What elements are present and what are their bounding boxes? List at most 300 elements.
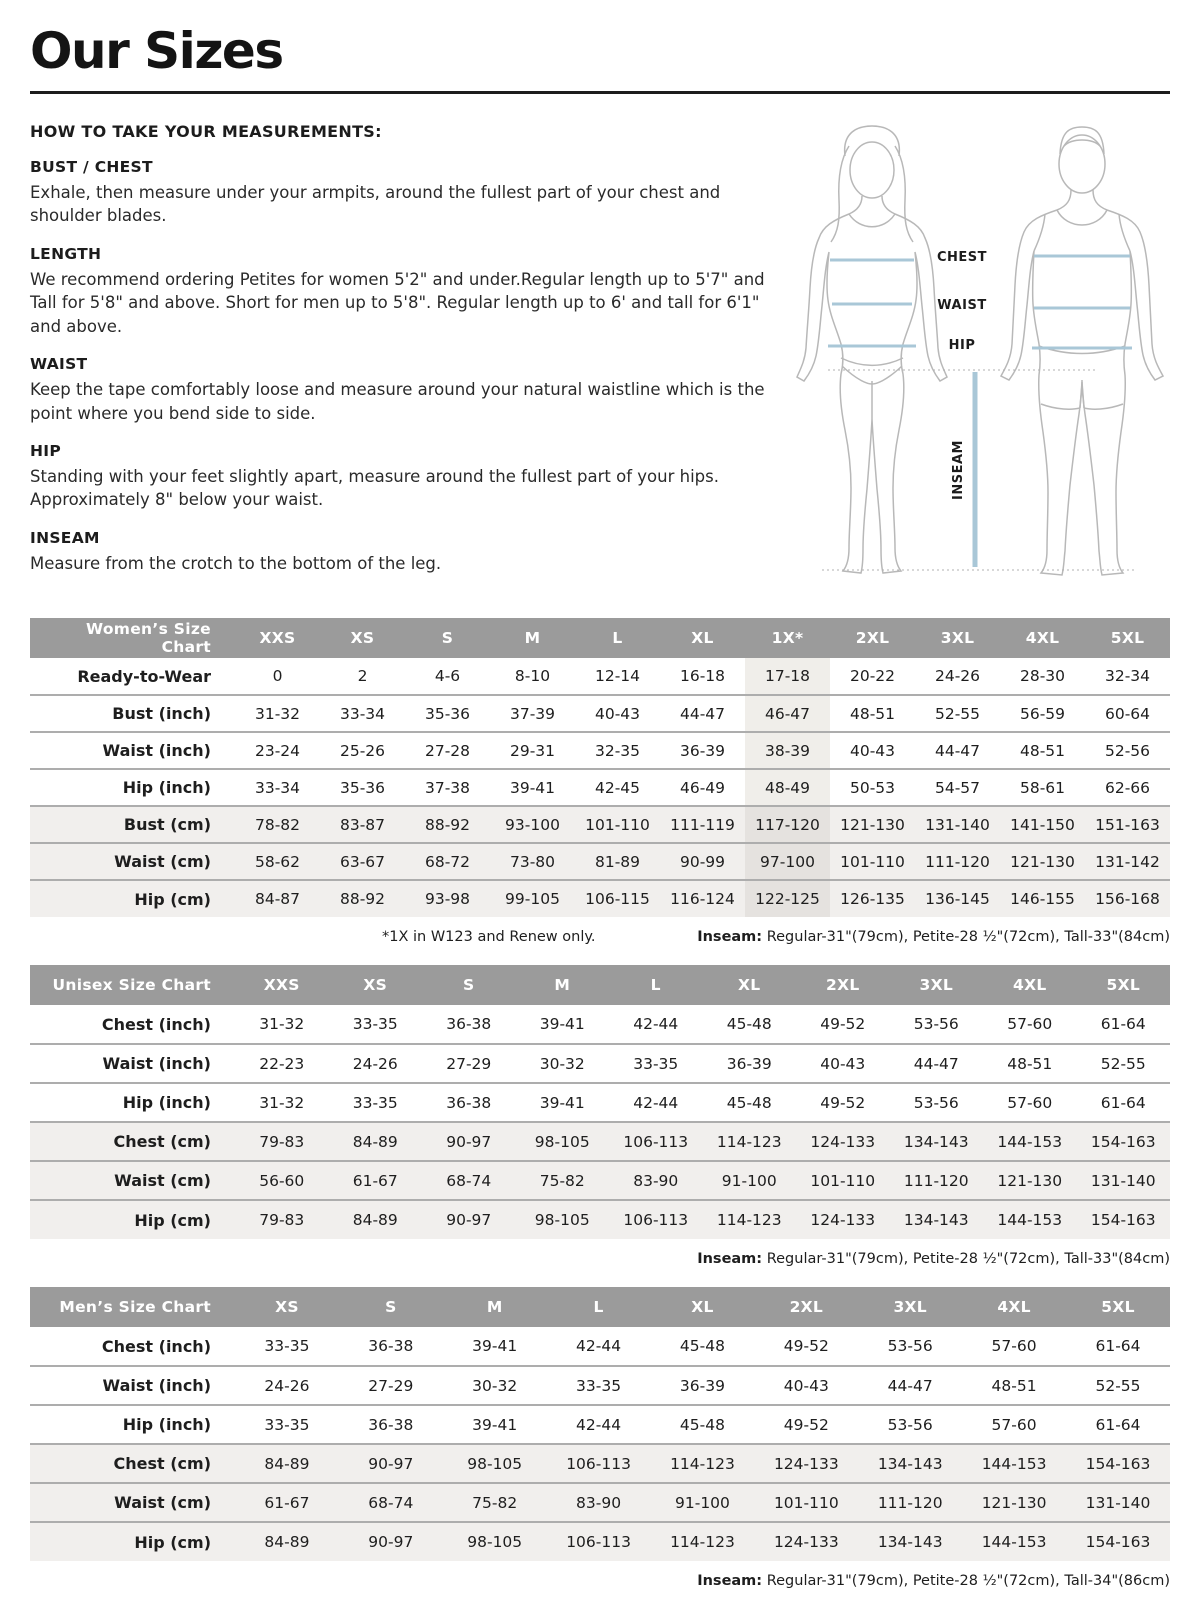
size-cell: 62-66 [1085,769,1170,806]
table-row [30,1444,1170,1483]
size-cell: 36-38 [446,1015,492,1033]
size-cell: 106-113 [609,1122,703,1161]
size-cell: 78-82 [235,806,320,843]
size-cell: 58-62 [235,843,320,880]
row-label: Hip (cm) [30,1200,235,1239]
section-inseam [30,529,782,575]
size-cell: 90-99 [660,843,745,880]
inseam-footnote-label: Inseam: [697,929,763,945]
row-label: Waist (cm) [30,843,235,880]
size-cell: 90-97 [339,1522,443,1561]
size-cell: 49-52 [783,1337,829,1355]
size-cell: 154-163 [1077,1200,1171,1239]
size-cell: 154-163 [1066,1522,1170,1561]
size-cell: 60-64 [1085,695,1170,732]
column-header: S [422,965,516,1005]
table-row [30,806,1170,843]
table-row [30,1200,1170,1239]
size-cell: 12-14 [594,667,641,685]
size-cell: 106-115 [575,880,660,917]
table-row [30,1083,1170,1122]
column-header: XS [235,1287,339,1327]
column-header: M [490,618,575,658]
size-cell: 154-163 [1077,1122,1171,1161]
size-cell: 0 [272,667,283,685]
size-cell: 42-44 [609,1083,703,1122]
column-header: XS [329,965,423,1005]
column-header: XL [651,1287,755,1327]
column-header: 4XL [983,965,1077,1005]
size-cell: 63-67 [320,843,405,880]
size-cell: 84-89 [235,1444,339,1483]
size-cell: 83-87 [320,806,405,843]
size-cell: 121-130 [830,806,915,843]
size-cell: 23-24 [235,732,320,769]
footnote-note: *1X in W123 and Renew only. [382,929,596,945]
size-cell: 101-110 [830,843,915,880]
size-cell: 156-168 [1085,880,1170,917]
size-cell: 27-28 [405,732,490,769]
row-label: Hip (cm) [30,1522,235,1561]
size-cell: 36-39 [660,732,745,769]
size-cell: 121-130 [1000,843,1085,880]
row-label: Waist (inch) [30,732,235,769]
row-label: Bust (cm) [30,806,235,843]
size-chart-womens [30,618,1170,945]
size-cell: 53-56 [887,1337,933,1355]
size-cell: 40-43 [575,695,660,732]
row-label: Hip (inch) [30,1405,235,1444]
column-header: 5XL [1077,965,1171,1005]
waist-label: WAIST [937,298,987,313]
column-header: XL [660,618,745,658]
size-cell: 4-6 [434,667,461,685]
table-footnote [30,1251,1170,1267]
size-cell: 40-43 [830,732,915,769]
size-cell: 31-32 [235,1083,329,1122]
section-bust-chest [30,158,782,228]
size-cell: 57-60 [983,1083,1077,1122]
column-header: S [339,1287,443,1327]
table-row [30,1122,1170,1161]
size-cell: 73-80 [490,843,575,880]
column-header: XXS [235,618,320,658]
header-row [30,965,1170,1005]
size-cell: 84-89 [329,1122,423,1161]
female-figure-outline [797,126,947,573]
size-cell: 98-105 [443,1444,547,1483]
size-cell: 101-110 [575,806,660,843]
table-row [30,1366,1170,1405]
size-cell: 126-135 [830,880,915,917]
column-header: XXS [235,965,329,1005]
size-cell: 101-110 [754,1483,858,1522]
size-cell: 48-51 [830,695,915,732]
size-cell: 75-82 [516,1161,610,1200]
size-cell: 45-48 [726,1015,772,1033]
size-cell: 44-47 [858,1366,962,1405]
column-header: 4XL [1000,618,1085,658]
inseam-footnote: Inseam: Regular-31"(79cm), Petite-28 ½"(72cm), Tall-34"(86cm) [697,1573,1170,1589]
size-cell: 36-38 [368,1337,414,1355]
size-cell: 84-89 [329,1200,423,1239]
size-cell: 111-120 [858,1483,962,1522]
size-cell: 84-89 [235,1522,339,1561]
column-header: M [516,965,610,1005]
size-cell: 40-43 [754,1366,858,1405]
size-cell: 36-39 [651,1366,755,1405]
row-label: Chest (cm) [30,1122,235,1161]
size-cell: 124-133 [754,1522,858,1561]
size-cell: 61-67 [235,1483,339,1522]
table-title: Men’s Size Chart [30,1287,235,1327]
table-row [30,1405,1170,1444]
size-cell: 33-35 [609,1044,703,1083]
size-cell: 53-56 [890,1083,984,1122]
size-cell: 101-110 [796,1161,890,1200]
size-cell: 27-29 [339,1366,443,1405]
size-cell: 27-29 [422,1044,516,1083]
size-cell: 48-51 [1000,732,1085,769]
table-footnote [30,929,1170,945]
size-cell: 58-61 [1000,769,1085,806]
body-measurement-diagram [782,118,1170,592]
size-cell: 106-113 [609,1200,703,1239]
size-cell: 24-26 [235,1366,339,1405]
size-cell: 114-123 [651,1444,755,1483]
size-cell: 54-57 [915,769,1000,806]
size-cell: 36-39 [703,1044,797,1083]
size-cell: 134-143 [858,1522,962,1561]
size-charts [30,618,1170,1589]
size-cell: 141-150 [1000,806,1085,843]
size-cell: 93-100 [490,806,575,843]
size-cell: 50-53 [830,769,915,806]
size-cell: 124-133 [796,1122,890,1161]
size-cell: 131-140 [1077,1161,1171,1200]
size-cell: 44-47 [915,732,1000,769]
size-cell: 83-90 [547,1483,651,1522]
size-cell: 61-64 [1100,1015,1146,1033]
size-cell: 33-35 [235,1405,339,1444]
measurement-instructions [30,122,782,575]
column-header: 2XL [754,1287,858,1327]
size-cell: 98-105 [516,1200,610,1239]
size-cell: 25-26 [320,732,405,769]
size-chart-unisex [30,965,1170,1267]
column-header: 3XL [890,965,984,1005]
size-cell: 31-32 [235,695,320,732]
size-cell: 39-41 [443,1405,547,1444]
size-cell: 68-72 [405,843,490,880]
size-cell: 91-100 [651,1483,755,1522]
mens-size-table [30,1287,1170,1561]
column-header: 3XL [858,1287,962,1327]
size-cell: 114-123 [651,1522,755,1561]
size-cell: 79-83 [235,1200,329,1239]
column-header: S [405,618,490,658]
size-cell: 57-60 [1007,1015,1053,1033]
inseam-label: INSEAM [951,440,966,500]
table-row [30,880,1170,917]
size-cell: 29-31 [490,732,575,769]
size-cell: 46-49 [660,769,745,806]
size-cell: 33-35 [329,1083,423,1122]
size-cell: 131-140 [1066,1483,1170,1522]
size-cell: 122-125 [745,880,830,917]
title-divider [30,91,1170,94]
page-title: Our Sizes [30,22,283,80]
section-length [30,245,782,338]
size-cell: 45-48 [679,1337,725,1355]
size-cell: 61-64 [1095,1337,1141,1355]
size-cell: 97-100 [745,843,830,880]
size-cell: 117-120 [745,806,830,843]
table-row [30,1005,1170,1044]
size-cell: 99-105 [490,880,575,917]
size-cell: 53-56 [858,1405,962,1444]
size-cell: 98-105 [516,1122,610,1161]
size-cell: 79-83 [235,1122,329,1161]
size-cell: 111-119 [660,806,745,843]
hip-label: HIP [948,338,976,353]
size-cell: 22-23 [235,1044,329,1083]
size-cell: 45-48 [703,1083,797,1122]
size-cell: 32-35 [575,732,660,769]
measurement-guide [30,122,1170,592]
table-row [30,1327,1170,1366]
size-cell: 24-26 [329,1044,423,1083]
table-row [30,1483,1170,1522]
table-row [30,1044,1170,1083]
size-cell: 111-120 [890,1161,984,1200]
size-cell: 131-142 [1085,843,1170,880]
size-cell: 90-97 [339,1444,443,1483]
table-footnote [30,1573,1170,1589]
size-cell: 144-153 [962,1522,1066,1561]
size-cell: 33-35 [547,1366,651,1405]
size-cell: 42-44 [576,1337,622,1355]
size-cell: 35-36 [320,769,405,806]
size-cell: 121-130 [962,1483,1066,1522]
size-cell: 48-51 [962,1366,1066,1405]
size-cell: 46-47 [745,695,830,732]
size-cell: 48-51 [983,1044,1077,1083]
size-cell: 111-120 [915,843,1000,880]
size-cell: 32-34 [1104,667,1151,685]
size-cell: 53-56 [913,1015,959,1033]
table-row [30,843,1170,880]
column-header: M [443,1287,547,1327]
size-cell: 90-97 [422,1200,516,1239]
column-header: 3XL [915,618,1000,658]
section-waist [30,355,782,425]
male-figure-outline [1001,127,1163,575]
size-cell: 56-60 [235,1161,329,1200]
size-cell: 75-82 [443,1483,547,1522]
size-cell: 36-38 [339,1405,443,1444]
size-cell: 39-41 [516,1083,610,1122]
size-cell: 106-113 [547,1444,651,1483]
inseam-footnote: Inseam: Regular-31"(79cm), Petite-28 ½"(72cm), Tall-33"(84cm) [697,1251,1170,1267]
inseam-footnote: Inseam: Regular-31"(79cm), Petite-28 ½"(72cm), Tall-33"(84cm) [697,929,1170,945]
size-cell: 39-41 [490,769,575,806]
size-cell: 124-133 [754,1444,858,1483]
row-label: Bust (inch) [30,695,235,732]
size-cell: 20-22 [849,667,896,685]
chest-label: CHEST [936,250,988,265]
size-cell: 49-52 [796,1083,890,1122]
size-cell: 17-18 [745,658,830,695]
size-cell: 45-48 [651,1405,755,1444]
table-row [30,695,1170,732]
column-header: 5XL [1085,618,1170,658]
row-label: Chest (inch) [101,1336,212,1356]
size-cell: 30-32 [516,1044,610,1083]
size-cell: 134-143 [890,1200,984,1239]
size-cell: 83-90 [609,1161,703,1200]
size-cell: 154-163 [1066,1444,1170,1483]
size-cell: 116-124 [660,880,745,917]
size-cell: 42-45 [575,769,660,806]
size-cell: 56-59 [1000,695,1085,732]
size-cell: 151-163 [1085,806,1170,843]
row-label: Hip (cm) [30,880,235,917]
section-hip [30,442,782,512]
size-cell: 81-89 [575,843,660,880]
size-cell: 42-44 [547,1405,651,1444]
size-cell: 31-32 [259,1015,305,1033]
size-cell: 61-64 [1077,1083,1171,1122]
size-cell: 30-32 [443,1366,547,1405]
size-cell: 44-47 [660,695,745,732]
column-header: XS [320,618,405,658]
size-cell: 48-49 [745,769,830,806]
section-title: BUST / CHEST [30,158,153,176]
size-cell: 52-55 [1066,1366,1170,1405]
size-cell: 39-41 [472,1337,518,1355]
womens-size-table [30,618,1170,917]
header-row [30,1287,1170,1327]
table-row [30,769,1170,806]
size-cell: 52-55 [1077,1044,1171,1083]
size-cell: 84-87 [235,880,320,917]
size-cell: 90-97 [422,1122,516,1161]
section-body: Standing with your feet slightly apart, measure around the fullest part of your hips. Approximately 8" below your waist. [30,466,719,510]
size-cell: 37-39 [490,695,575,732]
table-row [30,732,1170,769]
column-header: 4XL [962,1287,1066,1327]
unisex-size-table [30,965,1170,1239]
table-row [30,658,1170,695]
size-cell: 8-10 [514,667,551,685]
size-cell: 57-60 [991,1337,1037,1355]
size-cell: 144-153 [962,1444,1066,1483]
size-cell: 37-38 [405,769,490,806]
row-label: Hip (inch) [30,769,235,806]
section-body: Exhale, then measure under your armpits, around the fullest part of your chest and shoulder blades. [30,183,721,226]
section-title: INSEAM [30,528,100,547]
size-cell: 88-92 [320,880,405,917]
size-cell: 49-52 [754,1405,858,1444]
size-cell: 57-60 [962,1405,1066,1444]
section-title: HIP [30,441,61,460]
column-header: L [609,965,703,1005]
size-cell: 40-43 [796,1044,890,1083]
size-cell: 124-133 [796,1200,890,1239]
row-label: Waist (inch) [30,1044,235,1083]
table-title: Women’s Size Chart [30,618,235,658]
row-label: Hip (inch) [30,1083,235,1122]
row-label: Chest (inch) [101,1014,211,1034]
size-cell: 134-143 [890,1122,984,1161]
column-header: XL [703,965,797,1005]
size-cell: 91-100 [703,1161,797,1200]
size-cell: 39-41 [539,1015,585,1033]
inseam-footnote-label: Inseam: [697,1573,763,1589]
size-cell: 121-130 [983,1161,1077,1200]
size-cell: 68-74 [422,1161,516,1200]
column-header: L [547,1287,651,1327]
size-cell: 114-123 [703,1200,797,1239]
inseam-footnote-label: Inseam: [697,1251,763,1267]
table-row [30,1161,1170,1200]
column-header: L [575,618,660,658]
size-cell: 44-47 [890,1044,984,1083]
header-row [30,618,1170,658]
size-cell: 42-44 [633,1015,679,1033]
section-title: LENGTH [30,244,102,263]
row-label: Waist (inch) [30,1366,235,1405]
size-cell: 33-34 [320,695,405,732]
size-cell: 49-52 [820,1015,866,1033]
size-cell: 93-98 [405,880,490,917]
section-title: WAIST [30,355,88,374]
size-cell: 106-113 [547,1522,651,1561]
size-cell: 61-64 [1066,1405,1170,1444]
size-cell: 61-67 [329,1161,423,1200]
size-cell: 136-145 [915,880,1000,917]
column-header: 2XL [830,618,915,658]
size-cell: 144-153 [983,1122,1077,1161]
body-diagram-svg [782,118,1170,588]
size-cell: 114-123 [703,1122,797,1161]
section-body: Keep the tape comfortably loose and measure around your natural waistline which is the point where you bend side to side. [30,380,765,423]
size-cell: 134-143 [858,1444,962,1483]
size-cell: 38-39 [745,732,830,769]
size-cell: 144-153 [983,1200,1077,1239]
size-cell: 52-55 [915,695,1000,732]
column-header: 2XL [796,965,890,1005]
size-chart-mens [30,1287,1170,1589]
size-cell: 33-34 [235,769,320,806]
size-cell: 35-36 [405,695,490,732]
size-cell: 24-26 [934,667,981,685]
row-label: Waist (cm) [30,1483,235,1522]
size-cell: 36-38 [422,1083,516,1122]
size-cell: 28-30 [1019,667,1066,685]
table-row [30,1522,1170,1561]
size-cell: 33-35 [264,1337,310,1355]
size-cell: 68-74 [339,1483,443,1522]
section-body: Measure from the crotch to the bottom of the leg. [30,553,442,573]
size-cell: 33-35 [352,1015,398,1033]
size-cell: 16-18 [679,667,726,685]
table-title: Unisex Size Chart [30,965,235,1005]
row-label: Waist (cm) [30,1161,235,1200]
row-label: Ready-to-Wear [77,666,211,686]
size-cell: 146-155 [1000,880,1085,917]
